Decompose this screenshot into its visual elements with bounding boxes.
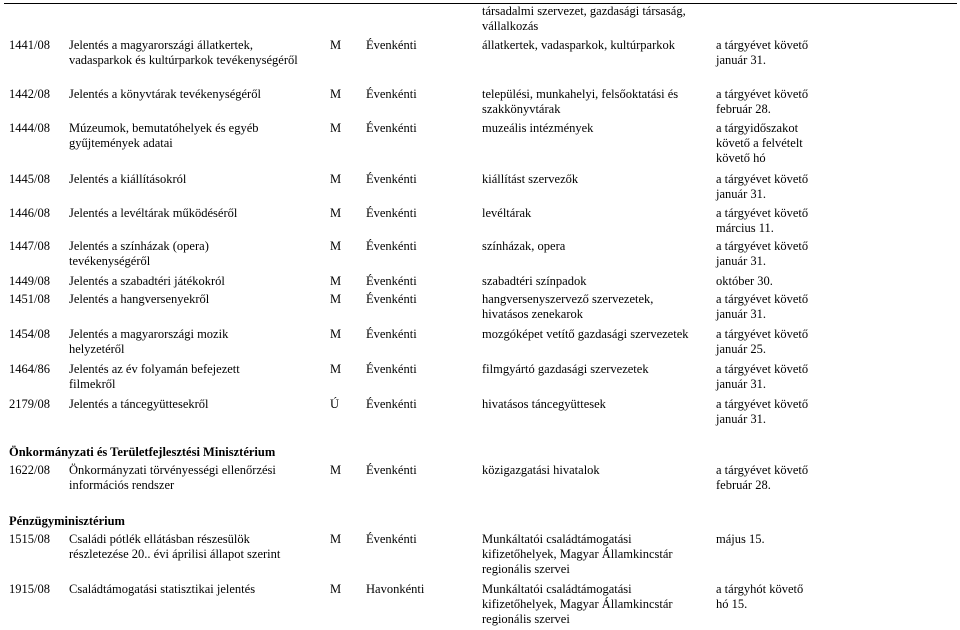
cell-period: Évenkénti: [366, 327, 417, 341]
cell-respondents: állatkertek, vadasparkok, kultúrparkok: [482, 38, 675, 52]
cell-period: Évenkénti: [366, 38, 417, 52]
cell-period: Évenkénti: [366, 532, 417, 546]
cell-frequency-type: M: [330, 274, 342, 288]
cell-period: Évenkénti: [366, 206, 417, 220]
cell-period: Évenkénti: [366, 292, 417, 306]
cell-frequency-type: Ú: [330, 397, 340, 411]
cell-code: 1444/08: [9, 121, 50, 135]
section-heading-ministry: Önkormányzati és Területfejlesztési Minisztérium: [9, 445, 276, 459]
cell-deadline: a tárgyévet követő február 28.: [716, 463, 809, 492]
cell-deadline: a tárgyévet követő január 31.: [716, 397, 809, 426]
cell-code: 1454/08: [9, 327, 50, 341]
cell-period: Havonkénti: [366, 582, 425, 596]
cell-title: Családtámogatási statisztikai jelentés: [69, 582, 256, 596]
cell-period: Évenkénti: [366, 121, 417, 135]
cell-frequency-type: M: [330, 239, 342, 253]
cell-respondents: kiállítást szervezők: [482, 172, 579, 186]
cell-frequency-type: M: [330, 327, 342, 341]
cell-title: Jelentés a kiállításokról: [69, 172, 187, 186]
cell-deadline: a tárgyévet követő január 25.: [716, 327, 809, 356]
cell-code: 2179/08: [9, 397, 50, 411]
cell-frequency-type: M: [330, 292, 342, 306]
cell-period: Évenkénti: [366, 87, 417, 101]
cell-code: 1447/08: [9, 239, 50, 253]
cell-code: 1515/08: [9, 532, 50, 546]
cell-code: 1622/08: [9, 463, 50, 477]
cell-respondents: Munkáltatói családtámogatási kifizetőhelyek, Magyar Államkincstár regionális szervei: [482, 582, 673, 626]
cell-code: 1446/08: [9, 206, 50, 220]
cell-frequency-type: M: [330, 121, 342, 135]
cell-deadline: a tárgyévet követő február 28.: [716, 87, 809, 116]
cell-deadline: a tárgyhót követő hó 15.: [716, 582, 804, 611]
cell-title: Jelentés a levéltárak működéséről: [69, 206, 238, 220]
cell-deadline: a tárgyévet követő január 31.: [716, 362, 809, 391]
cell-deadline: a tárgyidőszakot követő a felvételt követő hó: [716, 121, 803, 165]
cell-respondents: mozgóképet vetítő gazdasági szervezetek: [482, 327, 689, 341]
cell-deadline: október 30.: [716, 274, 773, 288]
cell-respondents: levéltárak: [482, 206, 532, 220]
cell-title: Jelentés a színházak (opera) tevékenységéről: [69, 239, 209, 268]
cell-period: Évenkénti: [366, 274, 417, 288]
cell-respondents: Munkáltatói családtámogatási kifizetőhelyek, Magyar Államkincstár regionális szervei: [482, 532, 673, 576]
cell-title: Jelentés a hangversenyekről: [69, 292, 210, 306]
cell-deadline: a tárgyévet követő január 31.: [716, 172, 809, 201]
cell-frequency-type: M: [330, 532, 342, 546]
cell-respondents: muzeális intézmények: [482, 121, 594, 135]
cell-code: 1464/86: [9, 362, 50, 376]
cell-code: 1451/08: [9, 292, 50, 306]
cell-title: Jelentés a könyvtárak tevékenységéről: [69, 87, 261, 101]
cell-title: Jelentés a magyarországi állatkertek, vadasparkok és kultúrparkok tevékenységéről: [69, 38, 298, 67]
cell-code: 1441/08: [9, 38, 50, 52]
cell-respondents: szabadtéri színpadok: [482, 274, 587, 288]
cell-respondents: települési, munkahelyi, felsőoktatási és szakkönyvtárak: [482, 87, 679, 116]
cell-period: Évenkénti: [366, 172, 417, 186]
cell-deadline: május 15.: [716, 532, 765, 546]
cell-title: Családi pótlék ellátásban részesülök részletezése 20.. évi áprilisi állapot szerint: [69, 532, 281, 561]
cell-title: Jelentés a táncegyüttesekről: [69, 397, 209, 411]
cell-title: Önkormányzati törvényességi ellenőrzési információs rendszer: [69, 463, 276, 492]
cell-respondents: hangversenyszervező szervezetek, hivatásos zenekarok: [482, 292, 654, 321]
cell-code: 1449/08: [9, 274, 50, 288]
cell-respondents: hivatásos táncegyüttesek: [482, 397, 606, 411]
cell-frequency-type: M: [330, 206, 342, 220]
cell-frequency-type: M: [330, 172, 342, 186]
cell-code: 1445/08: [9, 172, 50, 186]
cell-respondents: közigazgatási hivatalok: [482, 463, 600, 477]
cell-respondents: filmgyártó gazdasági szervezetek: [482, 362, 649, 376]
section-heading-ministry: Pénzügyminisztérium: [9, 514, 125, 528]
cell-frequency-type: M: [330, 362, 342, 376]
cell-deadline: a tárgyévet követő január 31.: [716, 239, 809, 268]
cell-title: Jelentés a szabadtéri játékokról: [69, 274, 225, 288]
cell-frequency-type: M: [330, 87, 342, 101]
cell-period: Évenkénti: [366, 239, 417, 253]
cell-period: Évenkénti: [366, 463, 417, 477]
cell-period: Évenkénti: [366, 397, 417, 411]
cell-frequency-type: M: [330, 463, 342, 477]
cell-frequency-type: M: [330, 582, 342, 596]
top-rule: [4, 3, 957, 4]
cell-code: 1442/08: [9, 87, 50, 101]
cell-respondents: színházak, opera: [482, 239, 566, 253]
cell-period: Évenkénti: [366, 362, 417, 376]
cell-title: Múzeumok, bemutatóhelyek és egyéb gyűjtemények adatai: [69, 121, 259, 150]
cell-deadline: a tárgyévet követő március 11.: [716, 206, 809, 235]
cell-frequency-type: M: [330, 38, 342, 52]
cell-code: 1915/08: [9, 582, 50, 596]
cell-deadline: a tárgyévet követő január 31.: [716, 292, 809, 321]
cell-title: Jelentés az év folyamán befejezett filmekről: [69, 362, 240, 391]
cell-title: Jelentés a magyarországi mozik helyzetéről: [69, 327, 229, 356]
cell-respondents: társadalmi szervezet, gazdasági társaság, vállalkozás: [482, 4, 686, 33]
cell-deadline: a tárgyévet követő január 31.: [716, 38, 809, 67]
